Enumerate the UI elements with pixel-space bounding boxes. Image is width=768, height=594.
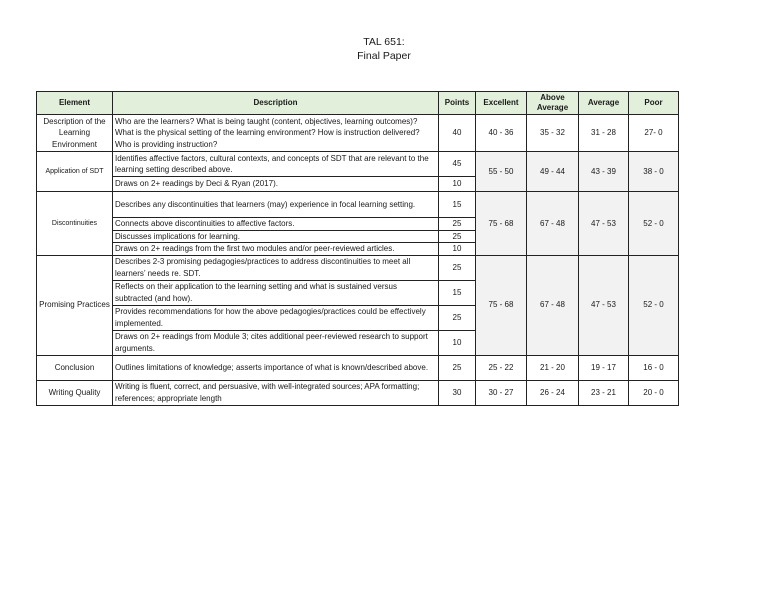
description-cell: Describes any discontinuities that learners (may) experience in focal learning setting. [113,192,439,218]
average-cell: 31 - 28 [579,115,629,152]
excellent-cell: 55 - 50 [476,152,527,192]
table-row [37,355,679,380]
description-cell: Describes 2-3 promising pedagogies/practices to address discontinuities to meet all learners’ needs re. SDT. [113,255,439,280]
average-cell: 43 - 39 [579,152,629,192]
description-cell: Who are the learners? What is being taught (content, objectives, learning outcomes)? What is the physical setting of the learning environment? How is instruction delivered? Who is providing instruction? [113,115,439,152]
document-title [0,35,768,63]
poor-cell: 20 - 0 [629,380,679,405]
above-average-cell: 26 - 24 [527,380,579,405]
description-cell: Outlines limitations of knowledge; asserts importance of what is known/described above. [113,355,439,380]
element-cell: Promising Practices [37,255,113,355]
average-cell: 47 - 53 [579,255,629,355]
header-description: Description [113,92,439,115]
excellent-cell: 30 - 27 [476,380,527,405]
points-cell: 25 [439,218,476,231]
points-cell: 15 [439,192,476,218]
description-cell: Provides recommendations for how the above pedagogies/practices could be effectively implemented. [113,305,439,330]
element-cell: Writing Quality [37,380,113,405]
description-cell: Identifies affective factors, cultural contexts, and concepts of SDT that are relevant to the learning setting described above. [113,152,439,177]
average-cell: 47 - 53 [579,192,629,256]
description-cell: Draws on 2+ readings from Module 3; cites additional peer-reviewed research to support arguments. [113,330,439,355]
points-cell: 25 [439,355,476,380]
points-cell: 10 [439,177,476,192]
description-cell: Discusses implications for learning. [113,230,439,243]
header-row [37,92,679,115]
description-cell: Draws on 2+ readings by Deci & Ryan (2017). [113,177,439,192]
header-points: Points [439,92,476,115]
excellent-cell: 40 - 36 [476,115,527,152]
points-cell: 25 [439,305,476,330]
points-cell: 30 [439,380,476,405]
header-poor: Poor [629,92,679,115]
element-cell: Description of the Learning Environment [37,115,113,152]
header-above-average: Above Average [527,92,579,115]
excellent-cell: 75 - 68 [476,255,527,355]
average-cell: 19 - 17 [579,355,629,380]
table-row [37,152,679,177]
poor-cell: 38 - 0 [629,152,679,192]
description-cell: Reflects on their application to the learning setting and what is sustained versus subtracted (and how). [113,280,439,305]
element-cell: Discontinuities [37,192,113,256]
above-average-cell: 67 - 48 [527,255,579,355]
table-row [37,255,679,280]
description-cell: Draws on 2+ readings from the first two modules and/or peer-reviewed articles. [113,243,439,256]
poor-cell: 16 - 0 [629,355,679,380]
header-average: Average [579,92,629,115]
above-average-cell: 35 - 32 [527,115,579,152]
rubric-table [36,91,679,406]
table-row [37,115,679,152]
points-cell: 10 [439,330,476,355]
assignment-name: Final Paper [357,50,411,62]
points-cell: 10 [439,243,476,256]
course-code: TAL 651: [363,36,405,48]
table-row [37,192,679,218]
above-average-cell: 67 - 48 [527,192,579,256]
excellent-cell: 25 - 22 [476,355,527,380]
element-cell: Application of SDT [37,152,113,192]
points-cell: 25 [439,255,476,280]
header-element: Element [37,92,113,115]
poor-cell: 52 - 0 [629,255,679,355]
poor-cell: 27- 0 [629,115,679,152]
above-average-cell: 49 - 44 [527,152,579,192]
table-row [37,380,679,405]
points-cell: 15 [439,280,476,305]
description-cell: Writing is fluent, correct, and persuasive, with well-integrated sources; APA formatting; references; appropriate length [113,380,439,405]
description-cell: Connects above discontinuities to affective factors. [113,218,439,231]
header-excellent: Excellent [476,92,527,115]
poor-cell: 52 - 0 [629,192,679,256]
element-cell: Conclusion [37,355,113,380]
points-cell: 45 [439,152,476,177]
average-cell: 23 - 21 [579,380,629,405]
points-cell: 25 [439,230,476,243]
points-cell: 40 [439,115,476,152]
above-average-cell: 21 - 20 [527,355,579,380]
excellent-cell: 75 - 68 [476,192,527,256]
